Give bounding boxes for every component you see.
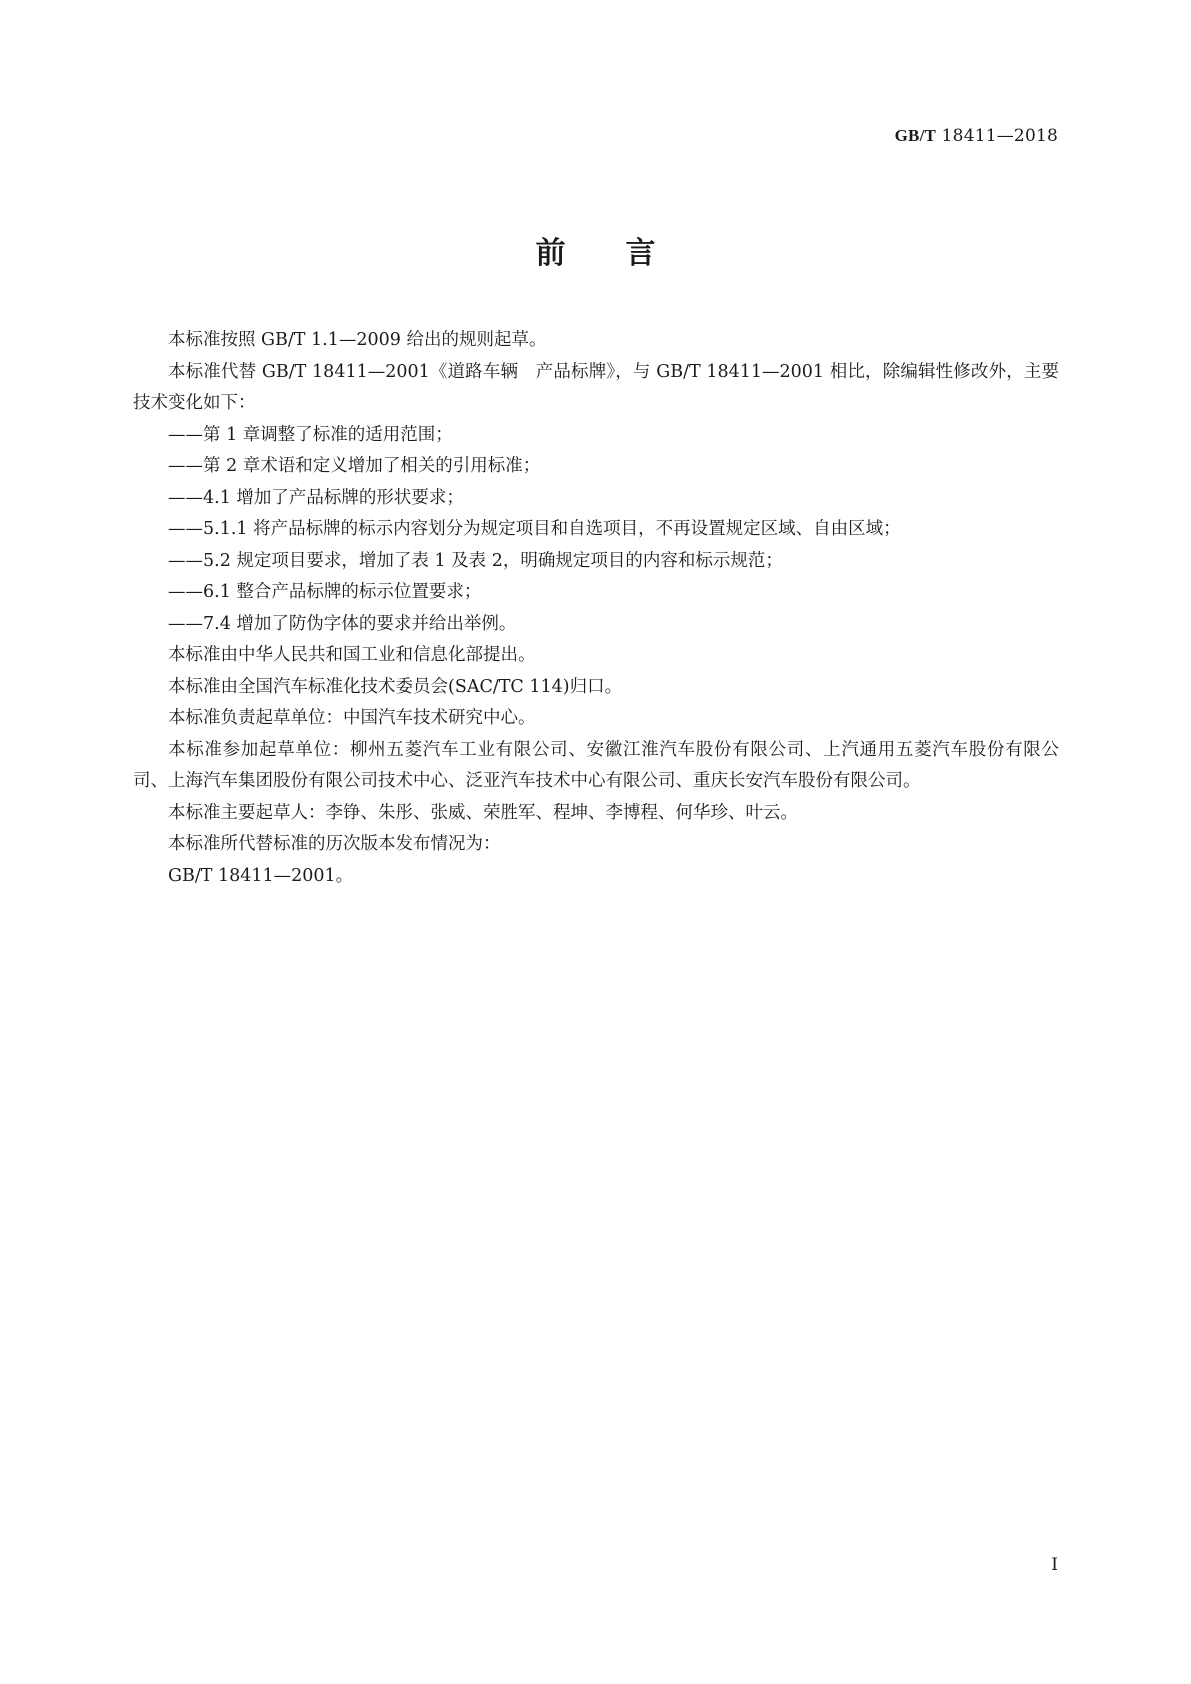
page-title: 前言 [535, 236, 716, 271]
paragraph-proposer: 本标准由中华人民共和国工业和信息化部提出。 [168, 645, 536, 665]
list-item-change-6: ——6.1 整合产品标牌的标示位置要求； [168, 582, 482, 602]
list-item-change-2: ——第 2 章术语和定义增加了相关的引用标准； [168, 456, 541, 476]
paragraph-main-drafters: 本标准主要起草人：李铮、朱彤、张威、荣胜军、程坤、李博程、何华珍、叶云。 [168, 802, 798, 823]
paragraph-drafting-rules: 本标准按照 GB/T 1.1—2009 给出的规则起草。 [168, 330, 547, 350]
paragraph-committee: 本标准由全国汽车标准化技术委员会(SAC/TC 114)归口。 [168, 676, 623, 697]
document-code-number: 18411—2018 [941, 126, 1058, 146]
list-item-change-5: ——5.2 规定项目要求，增加了表 1 及表 2，明确规定项目的内容和标示规范； [168, 550, 783, 571]
paragraph-previous-version-code: GB/T 18411—2001。 [168, 865, 354, 886]
list-item-change-3: ——4.1 增加了产品标牌的形状要求； [168, 487, 464, 508]
page-number: I [1051, 1555, 1058, 1575]
list-item-change-7: ——7.4 增加了防伪字体的要求并给出举例。 [168, 613, 517, 634]
list-item-change-1: ——第 1 章调整了标准的适用范围； [168, 424, 453, 445]
paragraph-previous-versions: 本标准所代替标准的历次版本发布情况为： [168, 834, 501, 854]
document-code [895, 126, 1058, 146]
paragraph-lead-drafter: 本标准负责起草单位：中国汽车技术研究中心。 [168, 708, 536, 728]
list-item-change-4: ——5.1.1 将产品标牌的标示内容划分为规定项目和自选项目，不再设置规定区域、自由区域； [168, 519, 901, 539]
document-code-prefix: GB/T [894, 126, 937, 145]
paragraph-replacement: 本标准代替 GB/T 18411—2001《道路车辆 产品标牌》，与 GB/T 18411—2001 相比，除编辑性修改外，主要技术变化如下： [133, 361, 1059, 413]
foreword-body [133, 325, 1059, 892]
paragraph-participating-drafters: 本标准参加起草单位：柳州五菱汽车工业有限公司、安徽江淮汽车股份有限公司、上汽通用五菱汽车股份有限公司、上海汽车集团股份有限公司技术中心、泛亚汽车技术中心有限公司、重庆长安汽车股份有限公司。 [133, 739, 1059, 791]
